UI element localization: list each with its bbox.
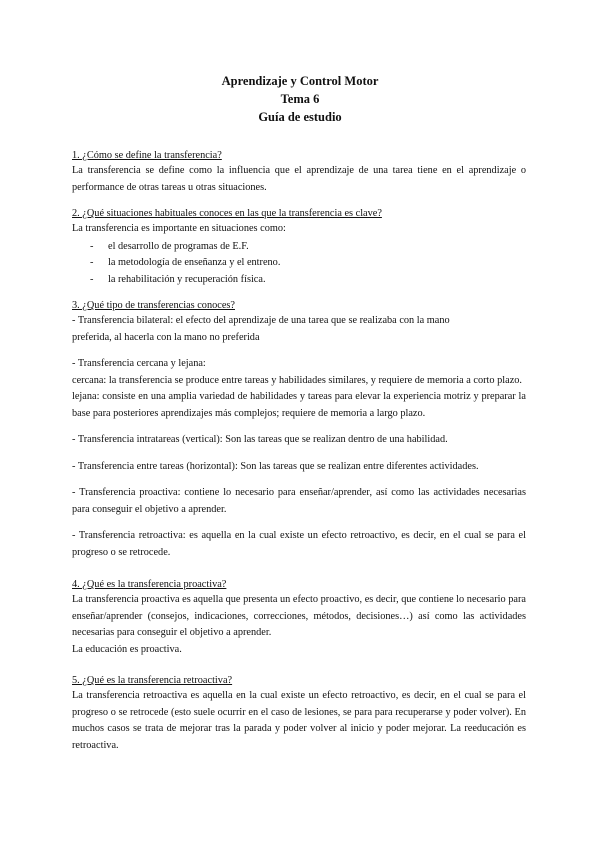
document-heading: Guía de estudio [258,110,342,124]
answer-4-note: La educación es proactiva. [72,643,182,655]
document-content [72,148,526,754]
proactiva-text: - Transferencia proactiva: contiene lo necesario para enseñar/aprender, así como las actividades necesarias para conseguir el objetivo a aprender. [72,487,526,515]
section-3 [72,298,526,561]
title-block [0,72,600,126]
section-2 [72,206,526,288]
lejana-text: lejana: consiste en una amplia variedad de habilidades y tareas para elevar la experiencia motriz y preparar la base para posteriores aprendizajes más complejos; requiere de memoria a largo plazo. [72,391,526,419]
answer-1: La transferencia se define como la influencia que el aprendizaje de una tarea tiene en el aprendizaje o performance de otras tareas u otras situaciones. [72,165,526,193]
entre-tareas-text: - Transferencia entre tareas (horizontal): Son las tareas que se realizan entre diferentes actividades. [72,460,479,472]
answer-4: La transferencia proactiva es aquella que presenta un efecto proactivo, es decir, que contiene lo necesario para enseñar/aprender (consejos, indicaciones, correcciones, métodos, decisiones…) así como las actividades necesarias para conseguir el objetivo a aprender. [72,594,526,638]
section-4 [72,577,526,658]
question-2: 2. ¿Qué situaciones habituales conoces en las que la transferencia es clave? [72,208,382,219]
situations-list [72,239,526,289]
cercana-lejana-heading: - Transferencia cercana y lejana: [72,358,206,369]
cercana-text: cercana: la transferencia se produce entre tareas y habilidades similares, y requiere de memoria a corto plazo. [72,374,522,386]
section-1 [72,148,526,196]
question-3: 3. ¿Qué tipo de transferencias conoces? [72,300,235,311]
list-item: - la rehabilitación y recuperación física. [90,273,266,285]
question-5: 5. ¿Qué es la transferencia retroactiva? [72,675,233,686]
intratareas-text: - Transferencia intratareas (vertical): Son las tareas que se realizan dentro de una habilidad. [72,434,448,445]
answer-2-intro: La transferencia es importante en situaciones como: [72,223,286,234]
bilateral-text: - Transferencia bilateral: el efecto del aprendizaje de una tarea que se realizaba con la mano preferida, al hacerla con la mano no preferida [72,315,450,343]
answer-5: La transferencia retroactiva es aquella en la cual existe un efecto retroactivo, es decir, en el cual se para el progreso o se retrocede (esto suele ocurrir en el caso de lesiones, se para para recuperarse y poder volver). En muchos casos se trata de mejorar tras la parada y poder volver al inicio y poder mejorar. La reeducación es retroactiva. [72,690,526,751]
document-subtitle: Tema 6 [280,92,320,106]
retroactiva-text: - Transferencia retroactiva: es aquella en la cual existe un efecto retroactivo, es decir, en el cual se para el progreso o se retrocede. [72,530,526,558]
question-4: 4. ¿Qué es la transferencia proactiva? [72,579,227,590]
document-title: Aprendizaje y Control Motor [221,74,379,88]
section-5 [72,673,526,754]
list-item: - la metodología de enseñanza y el entreno. [90,257,281,268]
list-item: - el desarrollo de programas de E.F. [90,240,249,252]
question-1: 1. ¿Cómo se define la transferencia? [72,150,222,161]
